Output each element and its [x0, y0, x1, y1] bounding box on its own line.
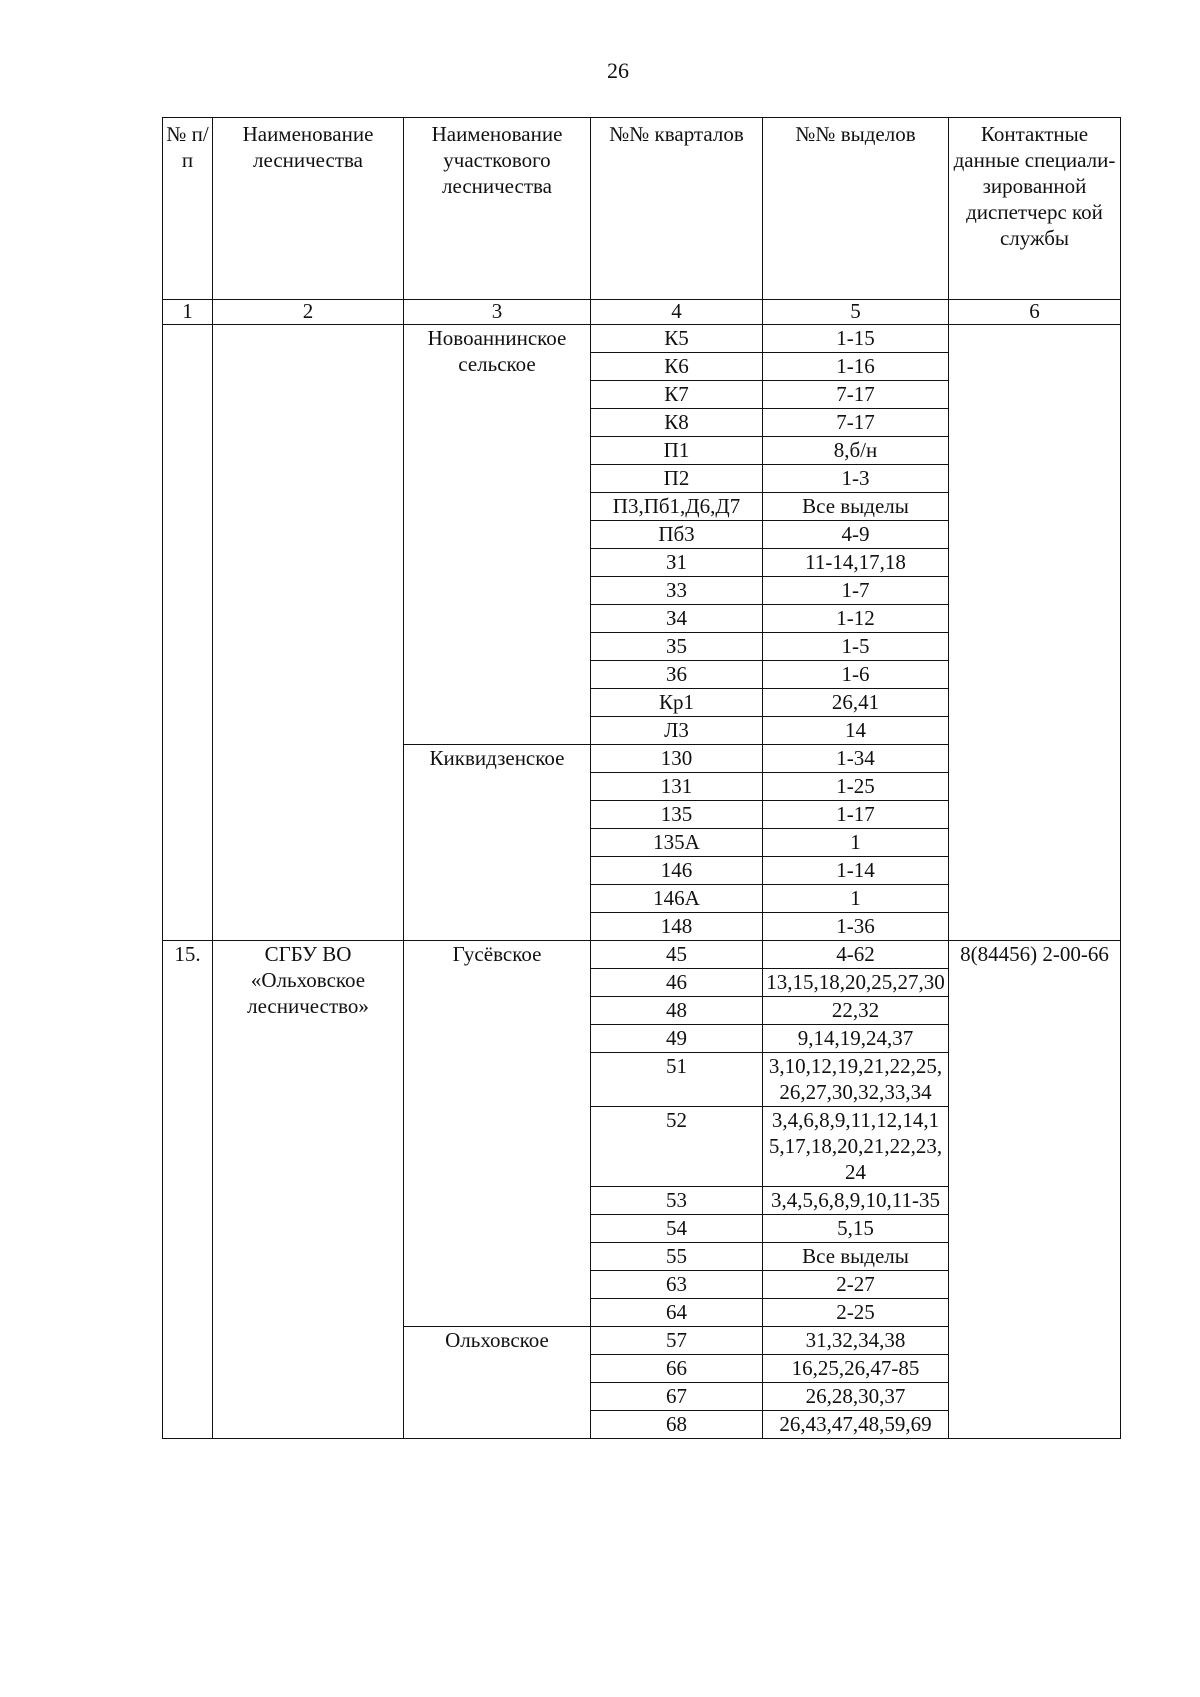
allotment-cell: 3,4,5,6,8,9,10,11-35 [763, 1187, 949, 1215]
quarter-cell: П3,Пб1,Д6,Д7 [591, 493, 763, 521]
allotment-cell: 2-27 [763, 1271, 949, 1299]
quarter-cell: К7 [591, 381, 763, 409]
quarter-cell: П1 [591, 437, 763, 465]
sub-forestry-name-cell: Гусёвское [404, 941, 591, 1327]
table-row [163, 941, 1121, 969]
quarter-cell: К8 [591, 409, 763, 437]
allotment-cell: 14 [763, 717, 949, 745]
allotment-cell: 4-9 [763, 521, 949, 549]
quarter-cell: З5 [591, 633, 763, 661]
header-forestry: Наименование лесничества [213, 118, 404, 300]
quarter-cell: К6 [591, 353, 763, 381]
quarter-cell: З4 [591, 605, 763, 633]
quarter-cell: 46 [591, 969, 763, 997]
allotment-cell: 5,15 [763, 1215, 949, 1243]
header-sub-forestry: Наименование участкового лесничества [404, 118, 591, 300]
quarter-cell: 135 [591, 801, 763, 829]
allotment-cell: 3,4,6,8,9,11,12,14,15,17,18,20,21,22,23,24 [763, 1107, 949, 1187]
allotment-cell: 26,43,47,48,59,69 [763, 1411, 949, 1439]
allotment-cell: 1-5 [763, 633, 949, 661]
allotment-cell: 1-14 [763, 857, 949, 885]
quarter-cell: 148 [591, 913, 763, 941]
allotment-cell: 1-7 [763, 577, 949, 605]
header-contact: Контактные данные специали-зированной диспетчерс кой службы [949, 118, 1121, 300]
allotment-cell: 1 [763, 885, 949, 913]
page-number: 26 [607, 58, 629, 83]
allotment-cell: 1-25 [763, 773, 949, 801]
contact-cell [949, 325, 1121, 941]
allotment-cell: 13,15,18,20,25,27,30 [763, 969, 949, 997]
allotment-cell: 1 [763, 829, 949, 857]
quarter-cell: 52 [591, 1107, 763, 1187]
sub-forestry-name-cell: Новоаннинское сельское [404, 325, 591, 745]
quarter-cell: 68 [591, 1411, 763, 1439]
column-number-row [163, 300, 1121, 325]
allotment-cell: 26,41 [763, 689, 949, 717]
allotment-cell: 9,14,19,24,37 [763, 1025, 949, 1053]
sub-forestry-name-cell: Ольховское [404, 1327, 591, 1439]
forestry-name-cell: СГБУ ВО «Ольховское лесничество» [213, 941, 404, 1439]
column-number: 1 [163, 300, 213, 325]
table-body [163, 325, 1121, 1439]
column-number: 4 [591, 300, 763, 325]
quarter-cell: 45 [591, 941, 763, 969]
row-number-cell: 15. [163, 941, 213, 1439]
allotment-cell: 1-17 [763, 801, 949, 829]
table-row [163, 325, 1121, 353]
quarter-cell: Кр1 [591, 689, 763, 717]
quarter-cell: 63 [591, 1271, 763, 1299]
quarter-cell: Пб3 [591, 521, 763, 549]
allotment-cell: 22,32 [763, 997, 949, 1025]
quarter-cell: 57 [591, 1327, 763, 1355]
column-number: 2 [213, 300, 404, 325]
quarter-cell: 66 [591, 1355, 763, 1383]
allotment-cell: 31,32,34,38 [763, 1327, 949, 1355]
quarter-cell: З3 [591, 577, 763, 605]
quarter-cell: 146 [591, 857, 763, 885]
quarter-cell: 130 [591, 745, 763, 773]
sub-forestry-name-cell: Киквидзенское [404, 745, 591, 941]
allotment-cell: 1-36 [763, 913, 949, 941]
column-number: 5 [763, 300, 949, 325]
quarter-cell: 67 [591, 1383, 763, 1411]
allotment-cell: 1-12 [763, 605, 949, 633]
allotment-cell: 7-17 [763, 409, 949, 437]
allotment-cell: 1-16 [763, 353, 949, 381]
allotment-cell: 2-25 [763, 1299, 949, 1327]
allotment-cell: 16,25,26,47-85 [763, 1355, 949, 1383]
quarter-cell: З6 [591, 661, 763, 689]
contact-cell: 8(84456) 2-00-66 [949, 941, 1121, 1439]
header-row [163, 118, 1121, 300]
column-number: 3 [404, 300, 591, 325]
quarter-cell: 48 [591, 997, 763, 1025]
allotment-cell: 11-14,17,18 [763, 549, 949, 577]
allotment-cell: 1-6 [763, 661, 949, 689]
allotment-cell: 26,28,30,37 [763, 1383, 949, 1411]
quarter-cell: 135А [591, 829, 763, 857]
header-quarters: №№ кварталов [591, 118, 763, 300]
quarter-cell: 51 [591, 1053, 763, 1107]
allotment-cell: 4-62 [763, 941, 949, 969]
quarter-cell: Л3 [591, 717, 763, 745]
quarter-cell: 54 [591, 1215, 763, 1243]
quarter-cell: 131 [591, 773, 763, 801]
allotment-cell: 1-15 [763, 325, 949, 353]
header-allotments: №№ выделов [763, 118, 949, 300]
header-num: № п/п [163, 118, 213, 300]
quarter-cell: 55 [591, 1243, 763, 1271]
quarter-cell: П2 [591, 465, 763, 493]
quarter-cell: З1 [591, 549, 763, 577]
forestry-name-cell [213, 325, 404, 941]
allotment-cell: Все выделы [763, 1243, 949, 1271]
allotment-cell: 3,10,12,19,21,22,25,26,27,30,32,33,34 [763, 1053, 949, 1107]
row-number-cell [163, 325, 213, 941]
quarter-cell: 64 [591, 1299, 763, 1327]
forestry-table [162, 117, 1121, 1439]
allotment-cell: 8,б/н [763, 437, 949, 465]
quarter-cell: 146А [591, 885, 763, 913]
quarter-cell: К5 [591, 325, 763, 353]
allotment-cell: Все выделы [763, 493, 949, 521]
quarter-cell: 49 [591, 1025, 763, 1053]
allotment-cell: 7-17 [763, 381, 949, 409]
allotment-cell: 1-34 [763, 745, 949, 773]
quarter-cell: 53 [591, 1187, 763, 1215]
allotment-cell: 1-3 [763, 465, 949, 493]
column-number: 6 [949, 300, 1121, 325]
